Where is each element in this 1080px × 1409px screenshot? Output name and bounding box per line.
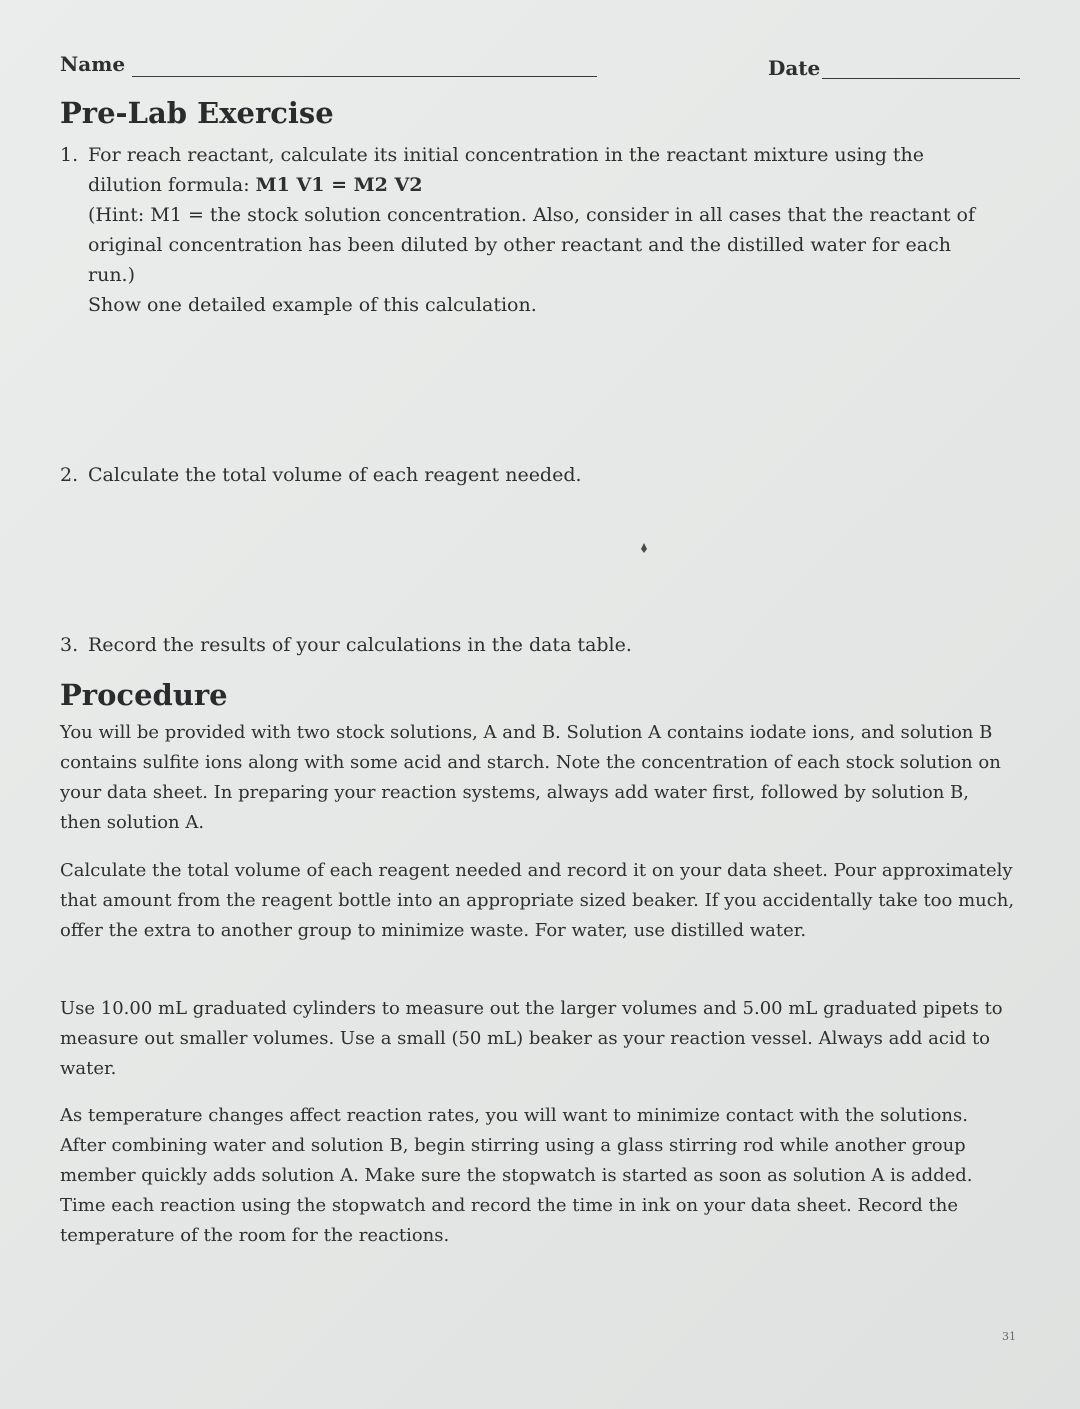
procedure-paragraph: You will be provided with two stock solutions, A and B. Solution A contains iodate ions, and solution B contains sulfite ions along with some acid and starch. Note the concentration of each stock solution on your data sheet. In preparing your reaction systems, always add water first, followed by solution B, then solution A. (60, 722, 1001, 833)
dilution-formula: M1 V1 = M2 V2 (255, 174, 423, 196)
question-number: 3. (60, 634, 79, 656)
prelab-question-3 (60, 630, 990, 660)
question-2-text: Calculate the total volume of each reagent needed. (88, 464, 582, 486)
date-blank-line (822, 78, 1020, 79)
header-row (60, 52, 1020, 82)
question-1-hint: (Hint: M1 = the stock solution concentration. Also, consider in all cases that the reactant of original concentration has been diluted by other reactant and the distilled water for each run.) (88, 204, 976, 286)
question-3-text: Record the results of your calculations in the data table. (88, 634, 632, 656)
question-1-instruction: Show one detailed example of this calculation. (88, 294, 537, 316)
stray-pen-mark (640, 543, 648, 553)
question-number: 2. (60, 464, 79, 486)
question-number: 1. (60, 144, 79, 166)
name-blank-line (132, 76, 597, 77)
page-number: 31 (1002, 1330, 1016, 1343)
prelab-question-2 (60, 460, 990, 490)
name-label: Name (60, 52, 126, 76)
date-label: Date (768, 56, 821, 80)
prelab-question-1 (60, 140, 990, 320)
procedure-paragraph: Calculate the total volume of each reagent needed and record it on your data sheet. Pour approximately that amount from the reagent bottle into an appropriate sized beaker. If you accidentally take too much, offer the extra to another group to minimize waste. For water, use distilled water. (60, 860, 1015, 941)
prelab-title: Pre-Lab Exercise (60, 96, 334, 130)
procedure-paragraph: As temperature changes affect reaction rates, you will want to minimize contact with the solutions. After combining water and solution B, begin stirring using a glass stirring rod while another group member quickly adds solution A. Make sure the stopwatch is started as soon as solution A is added. Time each reaction using the stopwatch and record the time in ink on your data sheet. Record the temperature of the room for the reactions. (60, 1105, 973, 1246)
procedure-title: Procedure (60, 678, 228, 712)
procedure-paragraph: Use 10.00 mL graduated cylinders to measure out the larger volumes and 5.00 mL graduated pipets to measure out smaller volumes. Use a small (50 mL) beaker as your reaction vessel. Always add acid to water. (60, 998, 1003, 1079)
question-1-text: For reach reactant, calculate its initial concentration in the reactant mixture using the dilution formula: (88, 144, 925, 196)
